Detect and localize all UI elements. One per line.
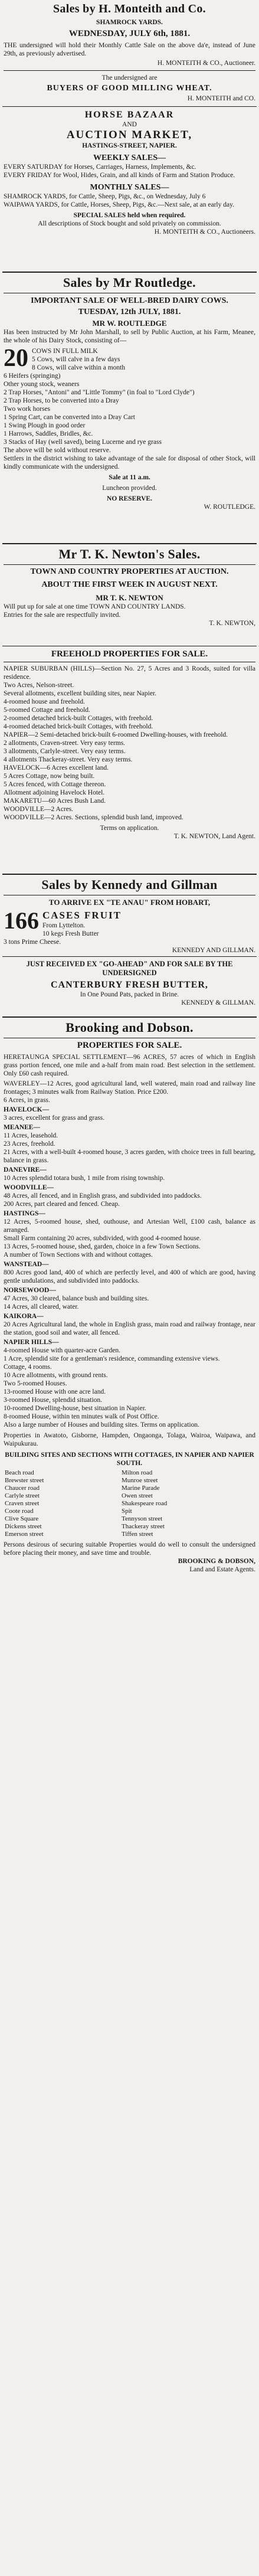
no-reserve: NO RESERVE.: [107, 495, 152, 502]
stock-item: 3 Stacks of Hay (well saved), being Lucerne and rye grass: [4, 439, 162, 446]
brooking-title: Land and Estate Agents.: [189, 1566, 255, 1573]
weekly-sale-2: EVERY FRIDAY for Wool, Hides, Grain, and all kinds of Farm and Station Produce.: [4, 172, 235, 179]
property-item: KAIKORA—: [4, 1313, 44, 1320]
heretaunga-lead: HERETAUNGA SPECIAL SETTLEMENT—96 ACRES, 57 acres of which in English grass portion fenced, one mile and a-half from main road. Best selection in the settlement. Only £60 cash required.: [4, 1054, 255, 1077]
routledge-signature: W. ROUTLEDGE.: [204, 504, 255, 511]
fruit-origin: From Lyttelton.: [42, 922, 86, 929]
stock-item: COWS IN FULL MILK: [32, 348, 98, 355]
newton-name: MR T. K. NEWTON: [96, 593, 163, 602]
property-item: NAPIER HILLS—: [4, 1339, 59, 1346]
property-item: 4-roomed House with quarter-acre Garden.: [4, 1347, 121, 1354]
stock-item: 1 Spring Cart, can be converted into a Dray Cart: [4, 414, 135, 421]
freehold-item: 4 allotments Thackeray-street. Very easy terms.: [4, 756, 133, 763]
brooking-signature: BROOKING & DOBSON,: [178, 1558, 255, 1565]
consult-line: Persons desirous of securing suitable Properties would do well to consult the undersigned before placing their money, and save time and trouble.: [4, 1541, 255, 1557]
stock-item: 2 Trap Horses, "Antoni" and "Little Tommy" (in foal to "Lord Clyde"): [4, 389, 195, 396]
sale-date: WEDNESDAY, JULY 6th, 1881.: [68, 29, 191, 38]
freehold-item: 3 allotments, Carlyle-street. Very easy terms.: [4, 748, 126, 755]
property-item: 200 Acres, part cleared and fenced. Cheap.: [4, 1201, 120, 1208]
street-row: [4, 1531, 255, 1538]
property-item: 3 acres, excellent for grass and grass.: [4, 1114, 105, 1122]
property-item: 14 Acres, all cleared, water.: [4, 1303, 79, 1310]
butter-item: 10 kegs Fresh Butter: [42, 930, 99, 937]
bazaar-signature: H. MONTEITH & CO., Auctioneers.: [154, 228, 255, 236]
property-item: 21 Acres, with a well-built 4-roomed house, 3 acres garden, with choice trees in full bearing, balance in grass.: [4, 1149, 255, 1164]
kennedy-banner: Sales by Kennedy and Gillman: [41, 877, 218, 892]
street-name: Munroe street: [122, 1477, 158, 1484]
property-item: MEANEE—: [4, 1124, 40, 1131]
property-item: 1 Acre, splendid site for a gentleman's residence, commanding extensive views.: [4, 1355, 220, 1362]
street-row: [4, 1508, 255, 1515]
freehold-item: WOODVILLE—2 Acres. Sections, splendid bush land, improved.: [4, 814, 183, 821]
property-item: 20 Acres Agricultural land, the whole in English grass, main road and railway frontage, near the station, good soil and water, all fenced.: [4, 1321, 255, 1336]
private-disposal: All descriptions of Stock bought and sold privately on commission.: [38, 220, 221, 227]
weekly-sales-heading: WEEKLY SALES—: [93, 153, 166, 162]
street-name: Milton road: [122, 1469, 153, 1476]
property-item: DANEVIRE—: [4, 1166, 47, 1173]
terms-line: Terms on application.: [100, 825, 159, 832]
street-row: [4, 1492, 255, 1500]
districts-line: Properties in Awatoto, Gisborne, Hampden, Ongaonga, Tolaga, Wairoa, Waipawa, and Waipukurau.: [4, 1432, 255, 1447]
property-item: Small Farm containing 20 acres, subdivided, with good 4-roomed house.: [4, 1235, 201, 1242]
cheese-item: 3 tons Prime Cheese.: [4, 939, 61, 946]
freehold-item: 5 Acres fenced, with Cottage thereon.: [4, 781, 106, 788]
stock-item: 1 Harrows, Saddles, Bridles, &c.: [4, 430, 93, 437]
property-item: Also a large number of Houses and building sites. Terms on application.: [4, 1421, 199, 1428]
street-row: [4, 1477, 255, 1485]
routledge-name: MR W. ROUTLEDGE: [92, 319, 167, 328]
property-item: HAVELOCK—: [4, 1106, 50, 1113]
street-name: Spit: [122, 1508, 132, 1515]
street-name: Carlyle street: [5, 1492, 40, 1499]
weekly-sale-1: EVERY SATURDAY for Horses, Carriages, Harness, Implements, &c.: [4, 164, 196, 171]
cases-fruit: CASES FRUIT: [42, 910, 122, 921]
bazaar-heading: HORSE BAZAAR: [84, 110, 175, 120]
newton-banner: Mr T. K. Newton's Sales.: [58, 547, 201, 561]
property-item: 6 Acres, in grass.: [4, 1097, 50, 1104]
properties-heading: PROPERTIES FOR SALE.: [77, 1041, 182, 1050]
property-item: WOODVILLE—: [4, 1184, 54, 1191]
property-item: 11 Acres, leasehold.: [4, 1132, 58, 1139]
canterbury-butter-notice: [4, 960, 255, 1007]
freehold-properties: [4, 649, 255, 841]
freehold-item: 2 allotments, Craven-street. Very easy terms.: [4, 740, 126, 747]
property-item: 10 Acre allotments, with ground rents.: [4, 1372, 108, 1379]
stock-item: 2 Trap Horses, to be converted into a Dray: [4, 397, 119, 404]
august-heading: ABOUT THE FIRST WEEK IN AUGUST NEXT.: [41, 580, 218, 589]
kennedy-gillman-notice: [4, 877, 255, 954]
freehold-item: Allotment adjoining Havelock Hotel.: [4, 789, 105, 796]
auctioneer-signature: H. MONTEITH & CO., Auctioneer.: [157, 60, 255, 67]
street-name: Thackeray street: [122, 1523, 165, 1530]
luncheon: Luncheon provided.: [102, 485, 157, 492]
monteith-signature: H. MONTEITH and CO.: [187, 95, 255, 102]
newton-signature: T. K. NEWTON,: [209, 620, 255, 627]
property-item: WAVERLEY—12 Acres, good agricultural land, well watered, main road and railway line frontages; 3 minutes walk from Railway Station. Price £200.: [4, 1080, 255, 1096]
street-name: Shakespeare road: [122, 1500, 168, 1507]
street-name: Coote road: [5, 1508, 34, 1515]
brooking-property-list: [4, 1080, 255, 1429]
property-item: 13 Acres, 5-roomed house, shed, garden, choice in a few Town Sections.: [4, 1243, 201, 1250]
property-item: WANSTEAD—: [4, 1261, 49, 1268]
street-name: Dickens street: [5, 1523, 42, 1530]
street-name: Marine Parade: [122, 1485, 160, 1492]
cottages-heading: BUILDING SITES AND SECTIONS WITH COTTAGES, IN NAPIER AND NAPIER SOUTH.: [5, 1452, 254, 1467]
street-name: Tennyson street: [122, 1515, 163, 1522]
freehold-item: HAVELOCK—6 Acres excellent land.: [4, 764, 109, 772]
monthly-sales-heading: MONTHLY SALES—: [90, 183, 169, 192]
streets-table: [4, 1469, 255, 1538]
freehold-heading: FREEHOLD PROPERTIES FOR SALE.: [51, 649, 208, 659]
freehold-item: NAPIER SUBURBAN (HILLS)—Section No. 27, 5 Acres and 3 Roods, suited for villa residence.: [4, 665, 255, 681]
stock-item: Other young stock, weaners: [4, 381, 80, 388]
freehold-item: 5 Acres Cottage, now being built.: [4, 773, 95, 780]
newton-land-agent: T. K. NEWTON, Land Agent.: [173, 833, 255, 840]
freehold-item: MAKARETU—60 Acres Bush Land.: [4, 797, 106, 805]
freehold-item: 4-roomed house and freehold.: [4, 698, 85, 705]
monteith-sale-notice: [4, 1, 255, 103]
property-item: 10-roomed Dwelling-house, best situation in Napier.: [4, 1405, 146, 1412]
freehold-item: Several allotments, excellent building sites, near Napier.: [4, 690, 156, 697]
go-ahead-heading: JUST RECEIVED EX "GO-AHEAD" AND FOR SALE BY THE UNDERSIGNED: [26, 960, 233, 977]
freehold-list: [4, 665, 255, 822]
notice-body: THE undersigned will hold their Monthly Cattle Sale on the above da'e, instead of June 29th, as previously advertised.: [4, 42, 255, 57]
routledge-sale-notice: [4, 275, 255, 511]
property-item: 13-roomed House with one acre land.: [4, 1388, 106, 1395]
street-name: Owen street: [122, 1492, 153, 1499]
stock-item: 5 Cows, will calve in a few days: [32, 356, 120, 363]
stock-item: 6 Heifers (springing): [4, 372, 61, 380]
routledge-date: TUESDAY, 12th JULY, 1881.: [78, 308, 181, 316]
brooking-banner: Brooking and Dobson.: [65, 1020, 194, 1035]
bazaar-and: AND: [122, 121, 137, 128]
street-row: [4, 1469, 255, 1477]
buyers-line: BUYERS OF GOOD MILLING WHEAT.: [47, 84, 212, 93]
property-item: A number of Town Sections with and without cottages.: [4, 1251, 153, 1258]
street-row: [4, 1523, 255, 1531]
property-item: Two 5-roomed Houses.: [4, 1380, 67, 1387]
monthly-sale-2: WAIPAWA YARDS, for Cattle, Horses, Sheep, Pigs, &c.—Next sale, at an early day.: [4, 201, 234, 208]
sale-time: Sale at 11 a.m.: [109, 474, 150, 481]
property-item: 8-roomed House, within ten minutes walk of Post Office.: [4, 1413, 159, 1420]
newton-sale-notice: [4, 547, 255, 627]
newton-body: Will put up for sale at one time TOWN AND COUNTRY LANDS.: [4, 603, 186, 610]
routledge-banner: Sales by Mr Routledge.: [63, 275, 196, 290]
property-item: HASTINGS—: [4, 1210, 45, 1217]
property-item: 10 Acres splendid totara bush, 1 mile from rising township.: [4, 1175, 165, 1182]
butter-packing: In One Pound Pats, packed in Brine.: [80, 991, 179, 998]
kennedy-signature: KENNEDY AND GILLMAN.: [172, 947, 255, 954]
cow-count: 20: [4, 345, 28, 372]
stock-list: [4, 347, 255, 471]
routledge-body: Has been instructed by Mr John Marshall, to sell by Public Auction, at his Farm, Meanee, the whole of his Dairy Stock, consisting of—: [4, 329, 255, 344]
street-name: Tiffen street: [122, 1531, 153, 1538]
property-item: 48 Acres, all fenced, and in English grass, and subdivided into paddocks.: [4, 1192, 202, 1199]
monthly-sale-1: SHAMROCK YARDS, for Cattle, Sheep, Pigs, &c., on Wednesday, July 6: [4, 193, 206, 200]
special-sales: SPECIAL SALES held when required.: [73, 212, 186, 219]
arrival-heading: TO ARRIVE EX "TE ANAU" FROM HOBART,: [48, 898, 211, 907]
stock-item: 1 Swing Plough in good order: [4, 422, 86, 429]
street-name: Chaucer road: [5, 1485, 40, 1492]
property-item: 47 Acres, 30 cleared, balance bush and building sites.: [4, 1295, 149, 1302]
stock-item: Two work horses: [4, 406, 51, 413]
street-name: Craven street: [5, 1500, 40, 1507]
kennedy-signature-2: KENNEDY & GILLMAN.: [181, 999, 255, 1006]
street-name: Clive Square: [5, 1515, 39, 1522]
stock-item: Settlers in the district wishing to take advantage of the sale for disposal of other Stock, will kindly communicate with the undersigned.: [4, 455, 255, 470]
freehold-item: 5-roomed Cottage and freehold.: [4, 707, 90, 714]
freehold-item: 2-roomed detached brick-built Cottages, with freehold.: [4, 715, 153, 722]
freehold-item: WOODVILLE—2 Acres.: [4, 806, 74, 813]
property-item: 12 Acres, 5-roomed house, shed, outhouse, and Artesian Well, £100 cash, balance as arranged.: [4, 1218, 255, 1234]
dairy-cows-heading: IMPORTANT SALE OF WELL-BRED DAIRY COWS.: [31, 296, 228, 305]
bazaar-address: HASTINGS-STREET, NAPIER.: [82, 142, 177, 149]
newton-entries: Entries for the sale are respectfully invited.: [4, 612, 121, 619]
town-country-heading: TOWN AND COUNTRY PROPERTIES AT AUCTION.: [30, 567, 229, 576]
freehold-item: 4-roomed detached brick-built Cottages, with freehold.: [4, 723, 153, 730]
street-row: [4, 1485, 255, 1492]
property-item: 23 Acres, freehold.: [4, 1140, 55, 1148]
prepared-line: The undersigned are: [101, 74, 158, 81]
horse-bazaar-notice: [4, 110, 255, 236]
property-item: 3-roomed House, splendid situation.: [4, 1397, 103, 1404]
freehold-item: NAPIER—2 Semi-detached brick-built 6-roomed Dwelling-houses, with freehold.: [4, 731, 228, 738]
brooking-dobson-notice: [4, 1020, 255, 1574]
freehold-item: Two Acres, Nelson-street.: [4, 682, 74, 689]
monteith-banner: Sales by H. Monteith and Co.: [53, 2, 206, 15]
property-item: NORSEWOOD—: [4, 1287, 56, 1294]
street-row: [4, 1515, 255, 1523]
property-item: 800 Acres good land, 400 of which are perfectly level, and 400 of which are good, having gentle undulations, and subdivided into paddocks.: [4, 1269, 255, 1284]
canterbury-butter: CANTERBURY FRESH BUTTER,: [51, 980, 208, 990]
auction-market-heading: AUCTION MARKET,: [66, 129, 193, 141]
stock-item: 8 Cows, will calve within a month: [32, 364, 126, 371]
street-name: Brewster street: [5, 1477, 44, 1484]
street-row: [4, 1500, 255, 1508]
street-name: Emerson street: [5, 1531, 44, 1538]
case-count: 166: [4, 907, 39, 934]
stock-item: The above will be sold without reserve.: [4, 447, 111, 454]
property-item: Cottage, 4 rooms.: [4, 1364, 52, 1371]
shamrock-yards-heading: SHAMROCK YARDS.: [96, 19, 163, 26]
street-name: Beach road: [5, 1469, 34, 1476]
